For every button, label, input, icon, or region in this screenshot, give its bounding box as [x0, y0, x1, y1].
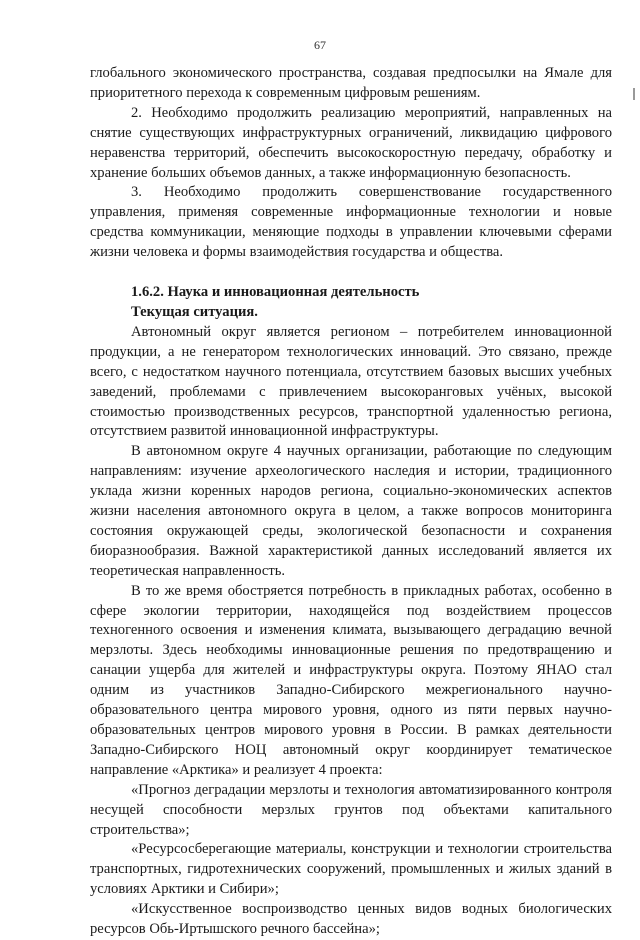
paragraph-applied-research: В то же время обостряется потребность в прикладных работах, особенно в сфере экологии территории, находящейся под воздействием процессов техногенного освоения и изменения климата, вызывающего деградацию вечной мерзлоты. Здесь необходимы инновационные решения по предотвращению и санации ущерба для жителей и инфраструктуры округа. Поэтому ЯНАО стал одним из участников Западно-Сибирского межрегионального научно-образовательного центра мирового уровня, одного из пяти первых научно-образовательных центров мирового уровня в России. В рамках деятельности Западно-Сибирского НОЦ автономный округ координирует тематическое направление «Арктика» и реализует 4 проекта: — [90, 582, 612, 778]
paragraph-region-consumer: Автономный округ является регионом – потребителем инновационной продукции, а не генератором технологических инноваций. Это связано, прежде всего, с недостатком научного потенциала, отсутствием базовых высших учебных заведений, проблемами с привлечением высокоранговых учёных, высокой стоимостью производственных ресурсов, транспортной удаленностью региона, отсутствием развитой инновационной инфраструктуры. — [90, 323, 612, 440]
paragraph-item-3: 3. Необходимо продолжить совершенствование государственного управления, применяя современные информационные технологии и новые средства коммуникации, меняющие подходы в управлении ключевыми сферами жизни человека и формы взаимодействия государства и общества. — [90, 184, 612, 261]
spacer — [90, 263, 612, 283]
project-item-2: «Ресурсосберегающие материалы, конструкции и технологии строительства транспортных, гидротехнических сооружений, промышленных и жилых зданий в условиях Арктики и Сибири»; — [90, 841, 612, 898]
paragraph-item-2: 2. Необходимо продолжить реализацию мероприятий, направленных на снятие существующих инфраструктурных ограничений, ликвидацию цифрового неравенства территорий, обеспечить высокоскоростную передачу, обработку и хранение больших объемов данных, а также информационную безопасность. — [90, 104, 612, 181]
section-heading: 1.6.2. Наука и инновационная деятельность — [131, 284, 420, 301]
project-item-3: «Искусственное воспроизводство ценных видов водных биологических ресурсов Обь-Иртышского речного бассейна»; — [90, 901, 612, 938]
paragraph-continuation: глобального экономического пространства, создавая предпосылки на Ямале для приоритетного перехода к современным цифровым решениям. — [90, 65, 612, 101]
project-item-1: «Прогноз деградации мерзлоты и технология автоматизированного контроля несущей способности мерзлых грунтов под объектами капитального строительства»; — [90, 781, 612, 838]
subsection-heading: Текущая ситуация. — [131, 303, 258, 320]
document-body — [90, 64, 612, 940]
paragraph-research-orgs: В автономном округе 4 научных организации, работающие по следующим направлениям: изучение археологического наследия и истории, традиционного уклада жизни коренных народов региона, социально-экономических аспектов жизни населения автономного округа в целом, а также вопросов мониторинга состояния окружающей среды, экологической безопасности и сохранения биоразнообразия. Важной характеристикой данных исследований является их теоретическая направленность. — [90, 443, 612, 579]
page-number: 67 — [314, 38, 326, 52]
margin-mark — [633, 88, 635, 100]
